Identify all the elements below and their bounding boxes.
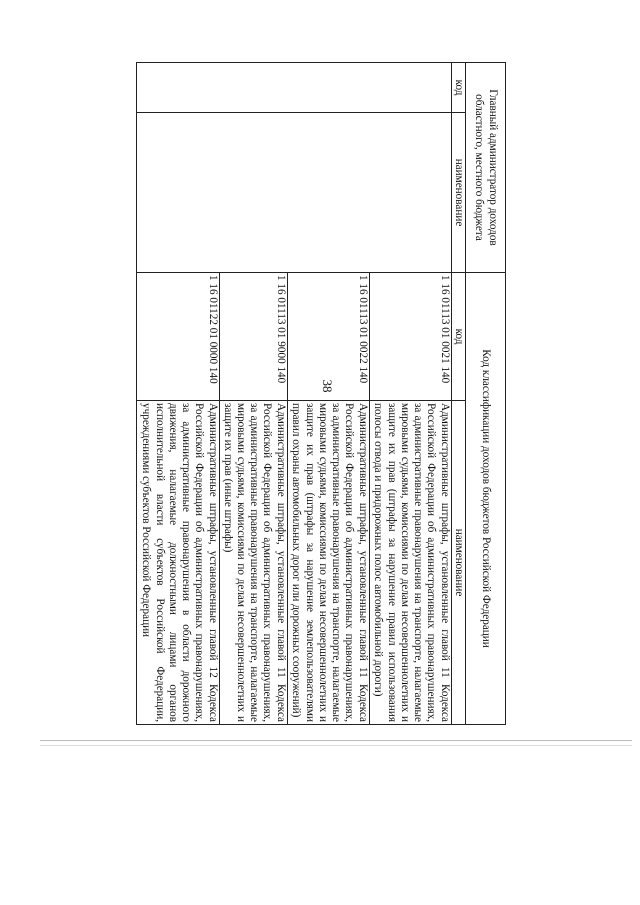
row-code: 1 16 01113 01 0022 140 [287, 273, 369, 401]
row-name: Административные штрафы, установленные главой 11 Кодекса Российской Федерации об административных правонарушениях, за административные правонарушения на транспорте, налагаемые мировыми судьями, комиссиями по делам несовершеннолетних и защите их прав (штрафы за нарушение правил использования полосы отвода и придорожных полос автомобильной дороги) [369, 401, 451, 725]
row-code: 1 16 01122 01 0000 140 [137, 273, 220, 401]
admin-code-cell [137, 63, 452, 113]
budget-classification-table [136, 62, 506, 725]
row-code: 1 16 01113 01 0021 140 [369, 273, 451, 401]
scan-divider-line [40, 740, 632, 741]
header-name: наименование [451, 113, 465, 273]
admin-name-cell [137, 113, 452, 273]
header-code: код [451, 63, 465, 113]
row-name: Административные штрафы, установленные главой 11 Кодекса Российской Федерации об административных правонарушениях, за административные правонарушения на транспорте, налагаемые мировыми судьями, комиссиями по делам несовершеннолетних и защите их прав (штрафы за нарушение землепользователями правил охраны автомобильных дорог или дорожных сооружений) [287, 401, 369, 725]
row-name: Административные штрафы, установленные главой 12 Кодекса Российской Федерации об административных правонарушениях, за административные правонарушения в области дорожного движения, налагаемые должностными лицами органов исполнительной власти субъектов Российской Федерации, учреждениями субъектов Российской Федерации [137, 401, 220, 725]
row-name: Административные штрафы, установленные главой 11 Кодекса Российской Федерации об административных правонарушениях, за административные правонарушения на транспорте, налагаемые мировыми судьями, комиссиями по делам несовершеннолетних и защите их прав (иные штрафы) [219, 401, 287, 725]
header-classification-name: наименование [451, 401, 465, 725]
row-code: 1 16 01113 01 9000 140 [219, 273, 287, 401]
table-row [369, 63, 451, 725]
page-number: 38 [320, 379, 335, 393]
rotated-table-container [136, 62, 506, 724]
header-classification-code: код [451, 273, 465, 401]
header-chief-administrator: Главный администратор доходов областного, местного бюджета [466, 63, 506, 273]
header-budget-classification: Код классификации доходов бюджетов Российской Федерации [466, 273, 506, 725]
scan-divider-line [40, 745, 632, 746]
